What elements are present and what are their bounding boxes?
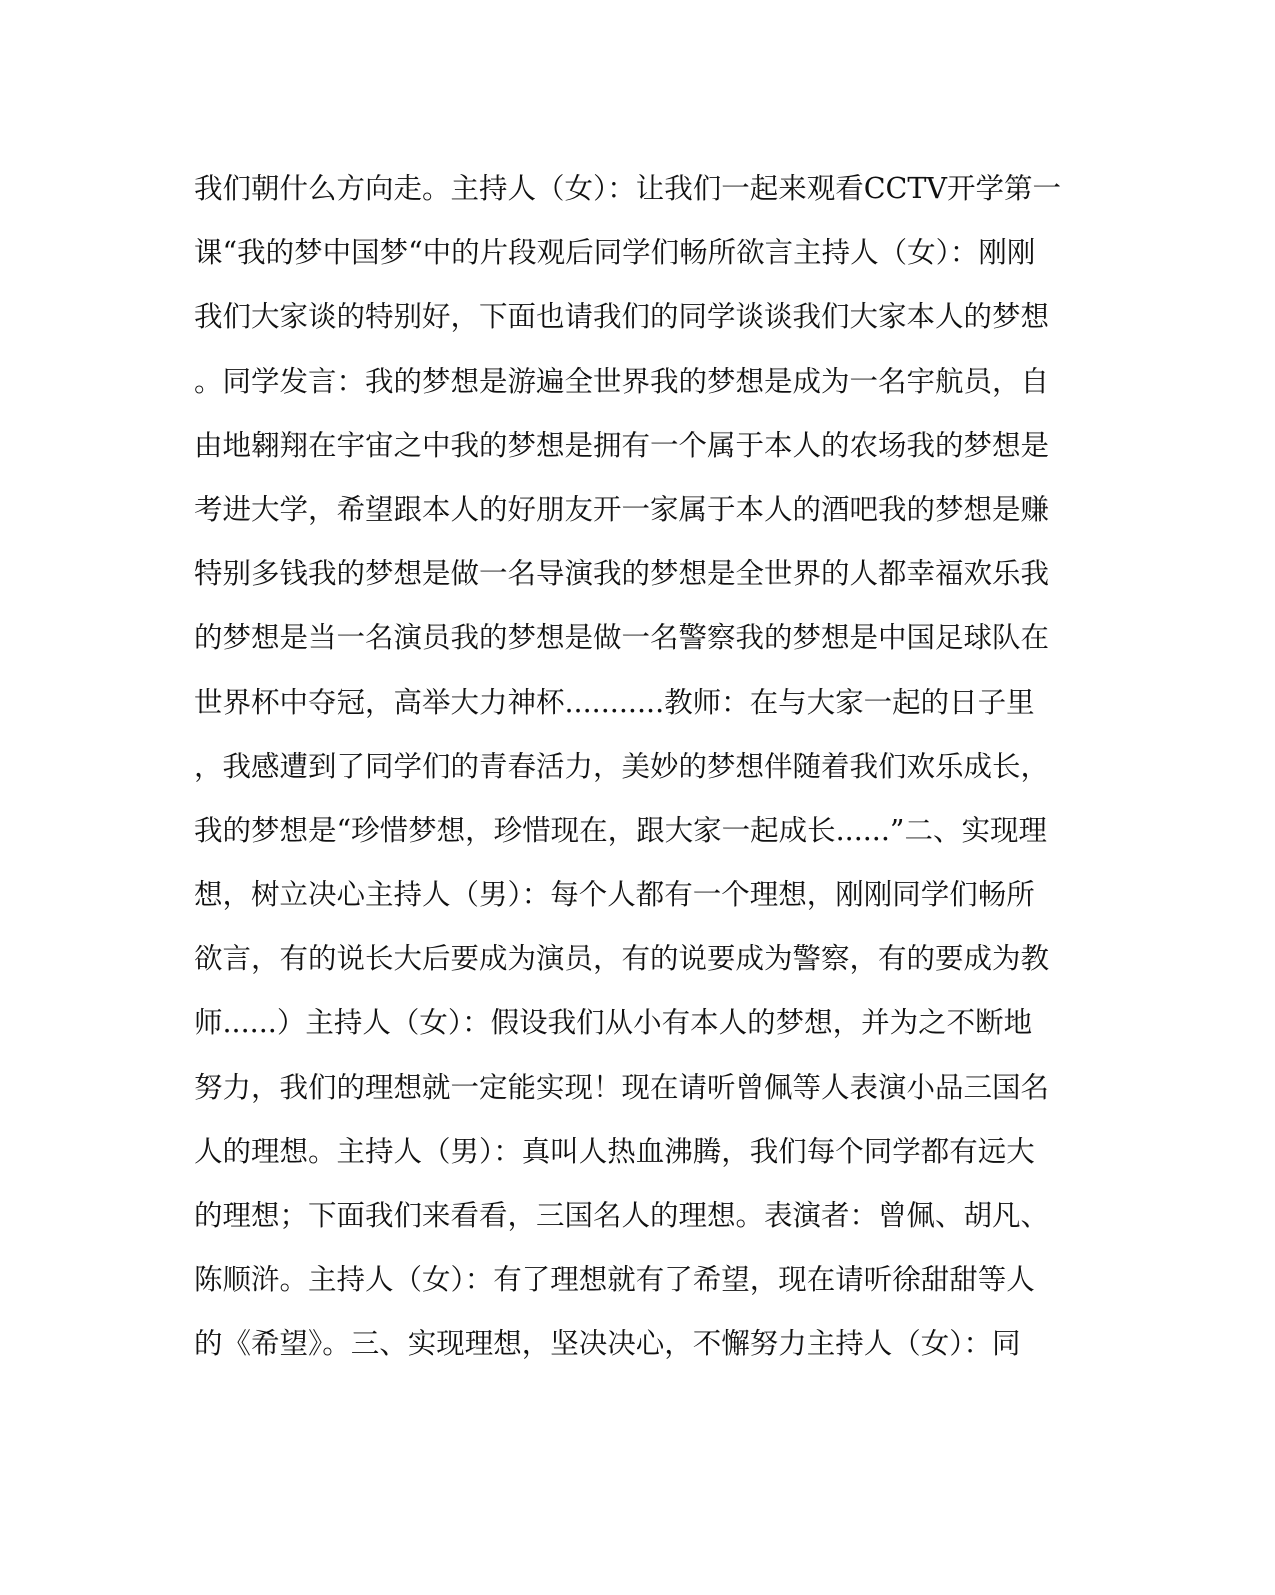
text-line: 我们朝什么方向走。主持人（女）：让我们一起来观看CCTV开学第一 [194,172,1061,205]
text-line: 我们大家谈的特别好，下面也请我们的同学谈谈我们大家本人的梦想 [194,300,1050,334]
text-line: 人的理想。主持人（男）：真叫人热血沸腾，我们每个同学都有远大 [194,1134,1035,1168]
text-line: 想，树立决心主持人（男）：每个人都有一个理想，刚刚同学们畅所 [194,878,1035,912]
text-line: 世界杯中夺冠，高举大力神杯...........教师：在与大家一起的日子里 [194,685,1035,719]
text-line: 我的梦想是“珍惜梦想，珍惜现在，跟大家一起成长......”二、实现理 [194,813,1047,847]
text-line: 考进大学，希望跟本人的好朋友开一家属于本人的酒吧我的梦想是赚 [194,492,1050,526]
text-line: 。同学发言：我的梦想是游遍全世界我的梦想是成为一名宇航员，自 [194,364,1050,398]
body-text [194,163,1074,1383]
text-line: 由地翱翔在宇宙之中我的梦想是拥有一个属于本人的农场我的梦想是 [194,428,1050,462]
text-line: 的《希望》。三、实现理想，坚决决心，不懈努力主持人（女）：同 [194,1327,1021,1361]
text-line: 欲言，有的说长大后要成为演员，有的说要成为警察，有的要成为教 [194,942,1050,976]
text-line: 的梦想是当一名演员我的梦想是做一名警察我的梦想是中国足球队在 [194,621,1050,655]
text-line: 努力，我们的理想就一定能实现！现在请听曾佩等人表演小品三国名 [194,1070,1050,1104]
text-line: 的理想；下面我们来看看，三国名人的理想。表演者：曾佩、胡凡、 [194,1199,1050,1232]
text-line: 课“我的梦中国梦“中的片段观后同学们畅所欲言主持人（女）：刚刚 [194,236,1036,270]
text-line: 陈顺浒。主持人（女）：有了理想就有了希望，现在请听徐甜甜等人 [194,1263,1035,1297]
text-line: ，我感遭到了同学们的青春活力，美妙的梦想伴随着我们欢乐成长， [194,749,1050,783]
text-line: 特别多钱我的梦想是做一名导演我的梦想是全世界的人都幸福欢乐我 [194,557,1050,591]
text-line: 师......）主持人（女）：假设我们从小有本人的梦想，并为之不断地 [194,1006,1033,1040]
